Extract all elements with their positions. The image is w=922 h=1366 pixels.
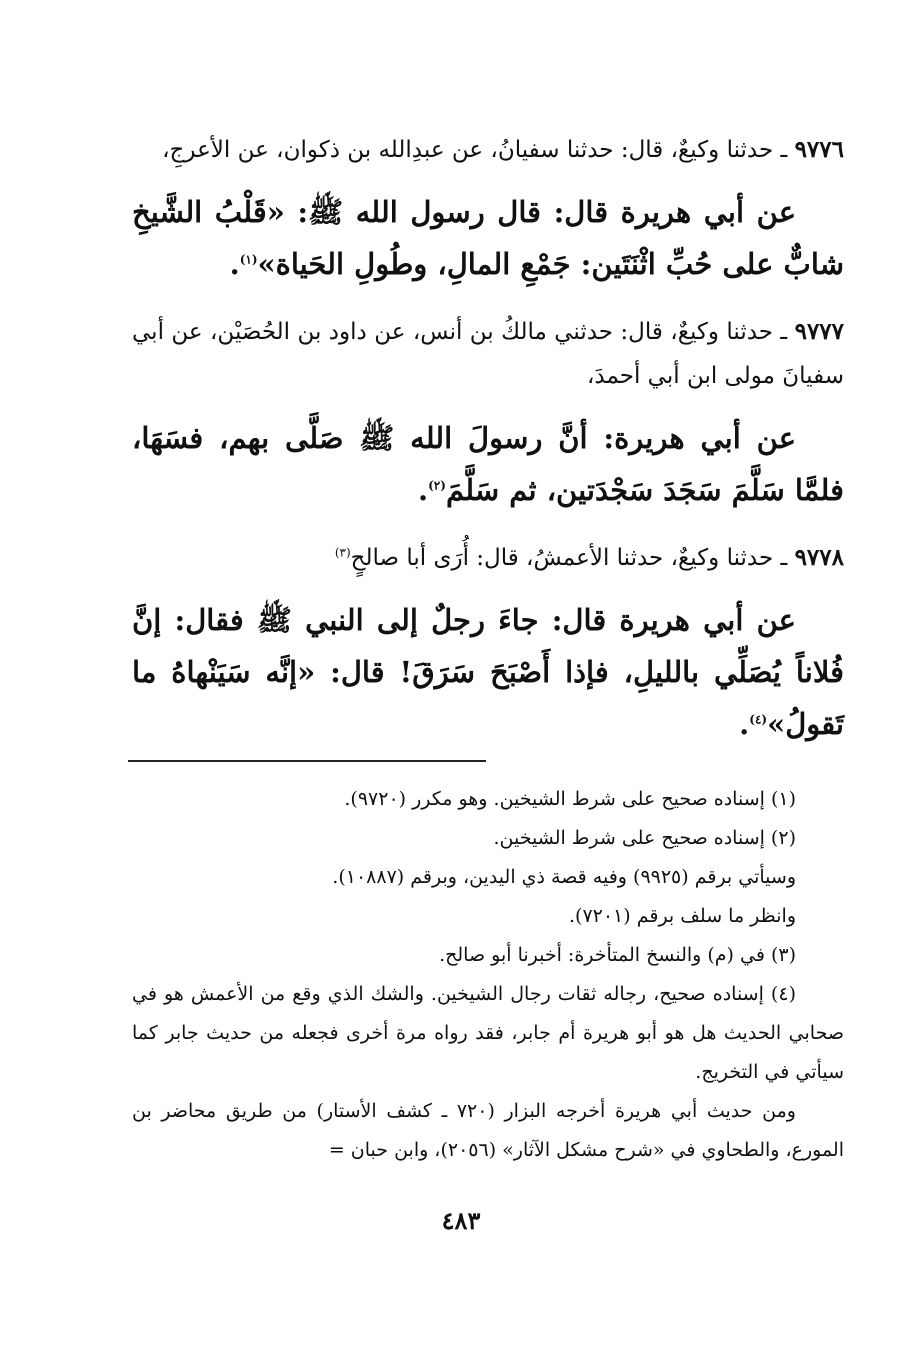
footnote-2-cont-2: وانظر ما سلف برقم (٧٢٠١). (568, 905, 796, 927)
hadith-9778-isnad (132, 536, 844, 580)
footnote-ref[interactable]: (٢) (428, 478, 446, 493)
footnote-separator (128, 760, 486, 762)
footnote-4-cont: ومن حديث أبي هريرة أخرجه البزار (٧٢٠ ـ كشف الأستار) من طريق محاضر بن المورع، والطحاوي في «شرح مشكل الآثار» (٢٠٥٦)، وابن حبان = (132, 1100, 844, 1161)
footnote-2-cont-1: وسيأتي برقم (٩٩٢٥) وفيه قصة ذي اليدين، وبرقم (١٠٨٨٧). (332, 866, 796, 888)
hadith-9776-matn (132, 186, 844, 290)
footnote-2: (٢) إسناده صحيح على شرط الشيخين. (493, 827, 796, 849)
matn-text: عن أبي هريرة: أنَّ رسولَ الله ﷺ صَلَّى بهم، فسَهَا، فلمَّا سَلَّمَ سَجَدَ سَجْدَتين، ثم سَلَّمَ (132, 421, 844, 507)
isnad-text: ـ حدثنا وكيعٌ، قال: حدثني مالكُ بن أنس، عن داود بن الحُصَيْن، عن أبي سفيانَ مولى ابن أبي أحمدَ، (132, 319, 844, 389)
footnote-ref[interactable]: (١) (239, 252, 258, 267)
hadith-number: ٩٧٧٨ (794, 544, 844, 571)
footnote-4: (٤) إسناده صحيح، رجاله ثقات رجال الشيخين. والشك الذي وقع من الأعمش هو في صحابي الحديث هل هو أبو هريرة أم جابر، فقد رواه مرة أخرى فجعله من حديث جابر كما سيأتي في التخريج. (132, 983, 844, 1083)
matn-end: . (229, 247, 240, 281)
matn-end: . (418, 473, 429, 507)
footnote-1: (١) إسناده صحيح على شرط الشيخين. وهو مكرر (٩٧٢٠). (344, 788, 796, 810)
isnad-text: ـ حدثنا وكيعٌ، قال: حدثنا سفيانُ، عن عبدِالله بن ذكوان، عن الأعرجِ، (162, 137, 788, 163)
page-number: ٤٨٣ (441, 1206, 481, 1235)
hadith-section (132, 128, 844, 770)
hadith-9776-isnad (132, 128, 844, 172)
footnotes (132, 780, 844, 1170)
matn-text: عن أبي هريرة قال: قال رسول الله ﷺ: «قَلْبُ الشَّيخِ شابٌّ على حُبِّ اثْنَتَين: جَمْعِ المالِ، وطُولِ الحَياة» (132, 195, 844, 281)
matn-end: . (739, 707, 750, 741)
hadith-number: ٩٧٧٧ (794, 318, 845, 345)
footnote-ref[interactable]: (٣) (334, 545, 351, 560)
hadith-9777-isnad (132, 310, 844, 398)
footnote-3: (٣) في (م) والنسخ المتأخرة: أخبرنا أبو صالح. (439, 944, 796, 966)
footnote-ref[interactable]: (٤) (749, 712, 768, 727)
hadith-number: ٩٧٧٦ (794, 136, 844, 163)
hadith-9778-matn (132, 594, 844, 750)
isnad-text: ـ حدثنا وكيعٌ، حدثنا الأعمشُ، قال: أُرَى أبا صالحٍ (350, 545, 788, 571)
hadith-9777-matn (132, 412, 844, 516)
matn-text: عن أبي هريرة قال: جاءَ رجلٌ إلى النبي ﷺ فقال: إنَّ فُلاناً يُصَلِّي بالليلِ، فإذا أَصْبَحَ سَرَقَ! قال: «إنَّه سَيَنْهاهُ ما تَقولُ» (132, 603, 844, 741)
